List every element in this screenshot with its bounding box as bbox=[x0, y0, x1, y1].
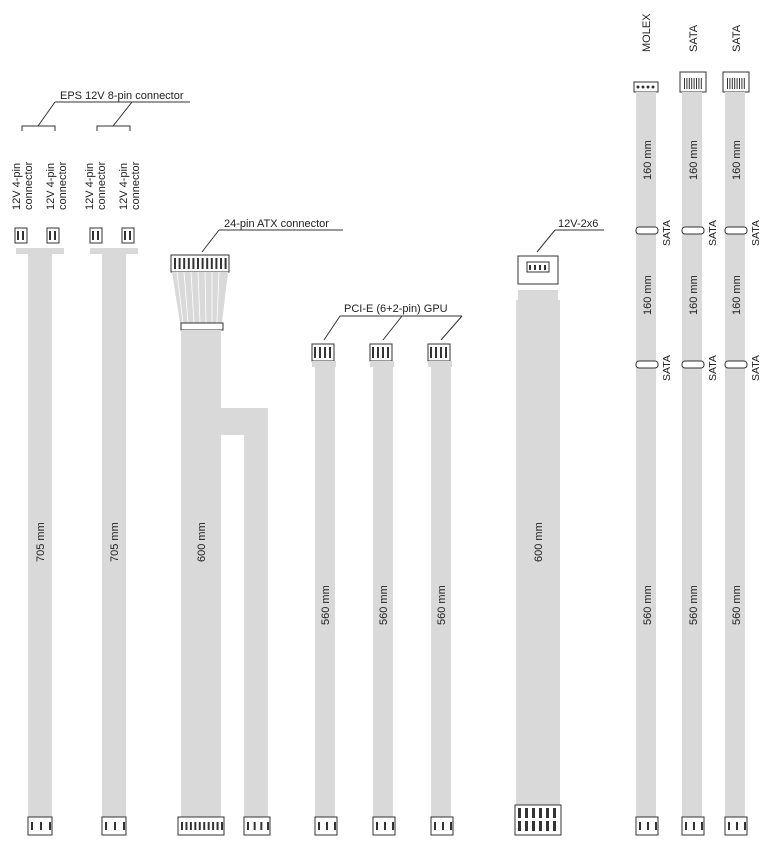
connector-pin bbox=[691, 78, 692, 89]
sata1-sata-label-1: SATA bbox=[707, 220, 719, 246]
connector-pin bbox=[203, 822, 205, 830]
connector-pin bbox=[693, 822, 695, 830]
eps-cable-2 bbox=[90, 228, 138, 835]
connector-pin bbox=[741, 78, 742, 89]
molex-tail-length: 560 mm bbox=[642, 585, 654, 625]
connector-pin bbox=[372, 347, 374, 358]
pcie-label: PCI-E (6+2-pin) GPU bbox=[344, 303, 448, 315]
eps-4pin-connector bbox=[47, 228, 59, 243]
eps-conn-label-2a: 12V 4-pin bbox=[45, 162, 57, 210]
connector-pin bbox=[211, 258, 213, 269]
connector-pin bbox=[179, 258, 181, 269]
connector-pin bbox=[105, 822, 107, 830]
hpwr-length: 600 mm bbox=[533, 522, 545, 562]
connector-pin bbox=[314, 347, 316, 358]
connector-pin bbox=[442, 822, 444, 830]
eps-conn-label-2b: connector bbox=[57, 161, 69, 210]
pcie-cable-2-length: 560 mm bbox=[378, 585, 390, 625]
eps-conn-label-4a: 12V 4-pin bbox=[118, 162, 130, 210]
connector-pin bbox=[382, 347, 384, 358]
sata-cable-1 bbox=[680, 72, 719, 835]
connector-pin bbox=[696, 78, 697, 89]
connector-pin bbox=[225, 258, 227, 269]
connector-pin bbox=[727, 78, 728, 89]
connector-pin bbox=[181, 822, 183, 830]
eps-4pin-connector bbox=[15, 228, 27, 243]
connector-pin bbox=[124, 231, 126, 240]
sata-inline-connector bbox=[725, 227, 747, 234]
connector-pin bbox=[639, 822, 641, 830]
molex-cable bbox=[634, 82, 673, 835]
sata2-seg1-length: 160 mm bbox=[731, 140, 743, 180]
connector-pin bbox=[729, 78, 730, 89]
connector-pin bbox=[185, 822, 187, 830]
connector-pin bbox=[694, 78, 695, 89]
connector-pin bbox=[174, 258, 176, 269]
sata-inline-connector bbox=[636, 361, 658, 368]
connector-pin bbox=[434, 822, 436, 830]
molex-pin bbox=[637, 86, 640, 89]
connector-pin bbox=[188, 258, 190, 269]
connector-pin bbox=[525, 821, 528, 831]
atx-length: 600 mm bbox=[196, 522, 208, 562]
atx-label: 24-pin ATX connector bbox=[224, 218, 329, 230]
connector-pin bbox=[92, 231, 94, 240]
connector-pin bbox=[518, 821, 521, 831]
connector-pin bbox=[744, 78, 745, 89]
connector-pin bbox=[689, 78, 690, 89]
connector-pin bbox=[518, 808, 521, 818]
connector-pin bbox=[319, 347, 321, 358]
sata-top-label-1: SATA bbox=[688, 24, 700, 52]
connector-pin bbox=[539, 265, 541, 270]
connector-pin bbox=[450, 822, 452, 830]
connector-pin bbox=[49, 231, 51, 240]
connector-pin bbox=[445, 347, 447, 358]
connector-pin bbox=[701, 822, 703, 830]
connector-pin bbox=[737, 78, 738, 89]
sata1-sata-label-2: SATA bbox=[707, 355, 719, 381]
connector-pin bbox=[532, 808, 535, 818]
connector-pin bbox=[440, 347, 442, 358]
connector-pin bbox=[254, 822, 256, 830]
connector-pin bbox=[192, 258, 194, 269]
connector-pin bbox=[553, 808, 556, 818]
connector-pin bbox=[334, 822, 336, 830]
sata2-sata-label-1: SATA bbox=[750, 220, 762, 246]
connector-pin bbox=[49, 822, 51, 830]
connector-pin bbox=[202, 258, 204, 269]
eps-4pin-connector bbox=[122, 228, 134, 243]
connector-pin bbox=[206, 258, 208, 269]
connector-pin bbox=[40, 822, 42, 830]
connector-pin bbox=[546, 808, 549, 818]
connector-pin bbox=[534, 265, 536, 270]
sata1-seg1-length: 160 mm bbox=[688, 140, 700, 180]
connector-pin bbox=[324, 347, 326, 358]
eps-group-label: EPS 12V 8-pin connector bbox=[60, 90, 184, 102]
atx-clamp bbox=[181, 323, 223, 330]
connector-pin bbox=[326, 822, 328, 830]
connector-pin bbox=[31, 822, 33, 830]
eps-conn-label-1b: connector bbox=[23, 161, 35, 210]
pcie-cable-1 bbox=[312, 344, 337, 835]
connector-pin bbox=[736, 822, 738, 830]
connector-pin bbox=[387, 347, 389, 358]
connector-pin bbox=[684, 78, 685, 89]
connector-pin bbox=[686, 78, 687, 89]
sata-inline-connector bbox=[682, 361, 704, 368]
connector-pin bbox=[685, 822, 687, 830]
hpwr-group bbox=[515, 218, 604, 835]
connector-pin bbox=[17, 231, 19, 240]
connector-pin bbox=[123, 822, 125, 830]
connector-pin bbox=[384, 822, 386, 830]
connector-pin bbox=[539, 821, 542, 831]
sata-inline-connector bbox=[682, 227, 704, 234]
connector-pin bbox=[525, 808, 528, 818]
eps-conn-label-3b: connector bbox=[96, 161, 108, 210]
connector-pin bbox=[194, 822, 196, 830]
connector-pin bbox=[54, 231, 56, 240]
sata-top-label-2: SATA bbox=[731, 24, 743, 52]
connector-pin bbox=[698, 78, 699, 89]
peripheral-group bbox=[634, 13, 762, 835]
connector-pin bbox=[544, 265, 546, 270]
eps-conn-label-1a: 12V 4-pin bbox=[11, 162, 23, 210]
sata1-seg2-length: 160 mm bbox=[688, 275, 700, 315]
molex-seg2-length: 160 mm bbox=[642, 275, 654, 315]
connector-pin bbox=[197, 258, 199, 269]
connector-pin bbox=[221, 822, 223, 830]
connector-pin bbox=[647, 822, 649, 830]
sata2-sata-label-2: SATA bbox=[750, 355, 762, 381]
pcie-cable-2 bbox=[370, 344, 395, 835]
connector-pin bbox=[728, 822, 730, 830]
connector-pin bbox=[435, 347, 437, 358]
connector-pin bbox=[376, 822, 378, 830]
molex-pin bbox=[642, 86, 645, 89]
sata-connector bbox=[680, 72, 706, 92]
connector-pin bbox=[377, 347, 379, 358]
pcie-group bbox=[312, 303, 462, 835]
molex-seg1-length: 160 mm bbox=[642, 140, 654, 180]
connector-pin bbox=[97, 231, 99, 240]
connector-pin bbox=[247, 822, 249, 830]
hpwr-label: 12V-2x6 bbox=[558, 218, 599, 230]
connector-pin bbox=[129, 231, 131, 240]
connector-pin bbox=[739, 78, 740, 89]
connector-pin bbox=[744, 822, 746, 830]
molex-top-label: MOLEX bbox=[641, 13, 653, 52]
pcie-cable-3 bbox=[428, 344, 453, 835]
connector-pin bbox=[212, 822, 214, 830]
connector-pin bbox=[22, 231, 24, 240]
connector-pin bbox=[430, 347, 432, 358]
pcie-cable-3-length: 560 mm bbox=[436, 585, 448, 625]
connector-pin bbox=[553, 821, 556, 831]
sata1-tail-length: 560 mm bbox=[688, 585, 700, 625]
molex-pin bbox=[652, 86, 655, 89]
eps-cable-1-length: 705 mm bbox=[35, 522, 47, 562]
connector-pin bbox=[701, 78, 702, 89]
connector-pin bbox=[734, 78, 735, 89]
connector-pin bbox=[260, 822, 262, 830]
connector-pin bbox=[217, 822, 219, 830]
connector-pin bbox=[220, 258, 222, 269]
molex-pin bbox=[647, 86, 650, 89]
connector-pin bbox=[655, 822, 657, 830]
eps-conn-label-3a: 12V 4-pin bbox=[84, 162, 96, 210]
connector-pin bbox=[183, 258, 185, 269]
pcie-cable-1-length: 560 mm bbox=[320, 585, 332, 625]
connector-pin bbox=[392, 822, 394, 830]
connector-pin bbox=[529, 265, 531, 270]
connector-pin bbox=[732, 78, 733, 89]
connector-pin bbox=[190, 822, 192, 830]
sata-inline-connector bbox=[636, 227, 658, 234]
connector-pin bbox=[532, 821, 535, 831]
molex-sata-label-1: SATA bbox=[661, 220, 673, 246]
sata-cable-2 bbox=[723, 72, 762, 835]
connector-pin bbox=[546, 821, 549, 831]
eps-cable-1 bbox=[15, 228, 64, 835]
connector-pin bbox=[114, 822, 116, 830]
eps-group bbox=[11, 90, 190, 835]
connector-pin bbox=[539, 808, 542, 818]
connector-pin bbox=[267, 822, 269, 830]
sata2-seg2-length: 160 mm bbox=[731, 275, 743, 315]
connector-pin bbox=[208, 822, 210, 830]
connector-pin bbox=[329, 347, 331, 358]
sata2-tail-length: 560 mm bbox=[731, 585, 743, 625]
connector-pin bbox=[199, 822, 201, 830]
connector-pin bbox=[215, 258, 217, 269]
eps-conn-label-4b: connector bbox=[130, 161, 142, 210]
connector-pin bbox=[318, 822, 320, 830]
eps-cable-2-length: 705 mm bbox=[109, 522, 121, 562]
molex-sata-label-2: SATA bbox=[661, 355, 673, 381]
sata-connector bbox=[723, 72, 749, 92]
sata-inline-connector bbox=[725, 361, 747, 368]
eps-4pin-connector bbox=[90, 228, 102, 243]
